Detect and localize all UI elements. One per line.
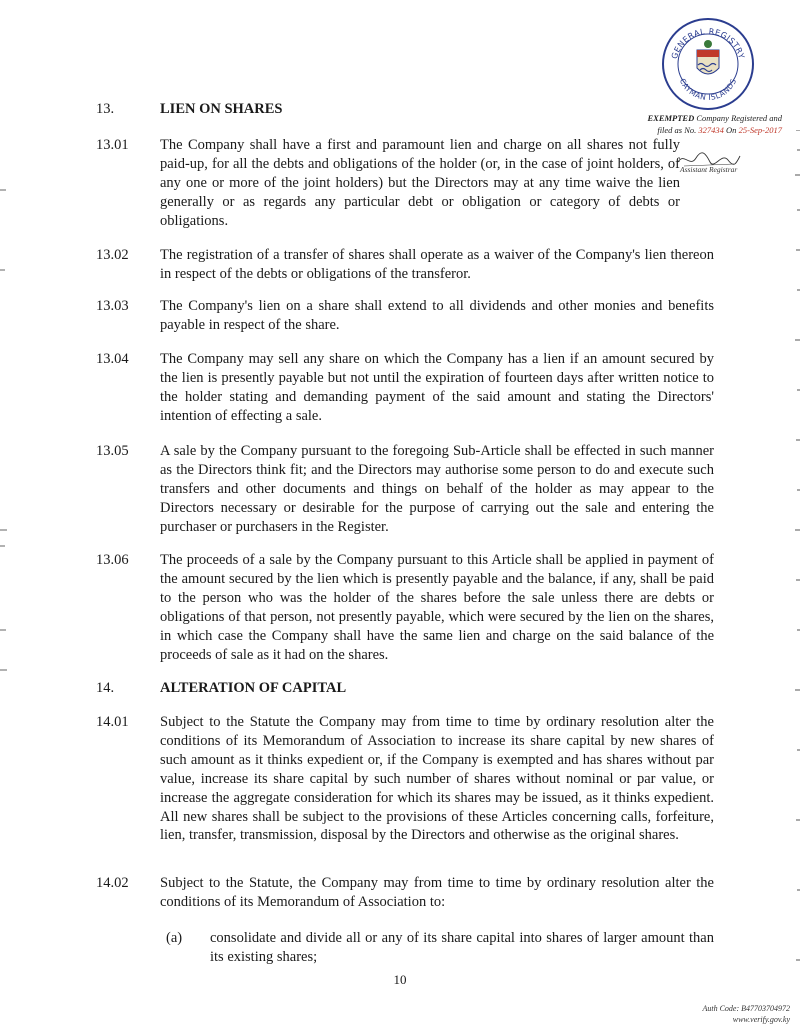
auth-code: Auth Code: B47703704972 <box>702 1004 790 1013</box>
filing-number: 327434 <box>698 125 724 135</box>
svg-text:GENERAL REGISTRY: GENERAL REGISTRY <box>669 26 747 61</box>
svg-text:CAYMAN ISLANDS: CAYMAN ISLANDS <box>677 77 739 103</box>
seal-emblem-icon <box>664 20 752 108</box>
document-page: GENERAL REGISTRY CAYMAN ISLANDS EXEMPTED Company Registered and filed as No. 327434 On 25-Sep-2017 Assistant Registrar 13. LIEN ON SHARES 13.01 The Company shall have a first and paramount lien and charge on all shares not fully paid-up, for all the debts and obligations of the holder (or, in the case of joint holders, of any one or more of the joint holders) but the Directors may at any time waive the lien generally or as regards any particular debt or obligation or category of debts or obligations. 13.02 The registration of a transfer of shares shall operate as a waiver of the Company's lien thereon in respect of the debts or obligations of the transferor. 13.03 The Company's lien on a share shall extend to all dividends and other monies and benefits payable in respect of the share. 13.04 The Company may sell any share on which the Company has a lien if an amount secured by the lien is presently payable but not until the expiration of fourteen days after written notice to the holder stating and demanding payment of the said amount and stating the Directors' intention of effecting a sale. 13.05 A sale by the Company pursuant to the foregoing Sub-Article shall be effected in such manner as the Directors think fit; and the Directors may authorise some person to do and execute such transfers and other documents and things on behalf of the holder as may appear to the Directors necessary or desirable for the purpose of carrying out the sale and entering the purchaser or purchasers in the Register. 13.06 The proceeds of a sale by the Company pursuant to this Article shall be applied in payment of the amount secured by the lien which is presently payable and the balance, if any, shall be paid to the person who was the holder of the shares before the sale unless there are debts or obligations of that person, not presently payable, which were secured by the lien on the shares, in which case the Company shall have the same lien and charge on the said balance of the proceeds of sale as it had on the shares. 14. ALTERATION OF CAPITAL 14.01 Subject to the Statute the Company may from time to time by ordinary resolution alter the conditions of its Memorandum of Association to increase its share capital by new shares of such amount as it thinks expedient or, if the Company is exempted and has shares without par value, increase its share capital by such number of shares without nominal or par value, or increase the aggregate consideration for which its shares may be issued, as it thinks expedient. All new shares shall be subject to the provisions of these Articles concerning calls, forfeiture, lien, transfer, transmission, disposal by the Directors and otherwise as the original shares. 14.02 Subject to the Statute, the Company may from time to time by ordinary resolution alter the conditions of its Memorandum of Association to: (a) consolidate and divide all or any of its share capital into shares of larger amount than its existing shares; 10 Auth Code: B47703704972 www.verify.gov.ky <box>0 0 800 1035</box>
registration-stamp: EXEMPTED Company Registered and <box>647 113 782 123</box>
signature-caption: Assistant Registrar <box>680 165 738 174</box>
filing-stamp: filed as No. 327434 On 25-Sep-2017 <box>657 125 782 135</box>
page-number: 10 <box>393 972 407 987</box>
scan-edge-artifact <box>788 130 800 990</box>
registry-seal <box>662 18 754 110</box>
verify-url: www.verify.gov.ky <box>732 1015 790 1024</box>
filing-date: 25-Sep-2017 <box>738 125 782 135</box>
scan-edge-artifact <box>0 150 14 710</box>
